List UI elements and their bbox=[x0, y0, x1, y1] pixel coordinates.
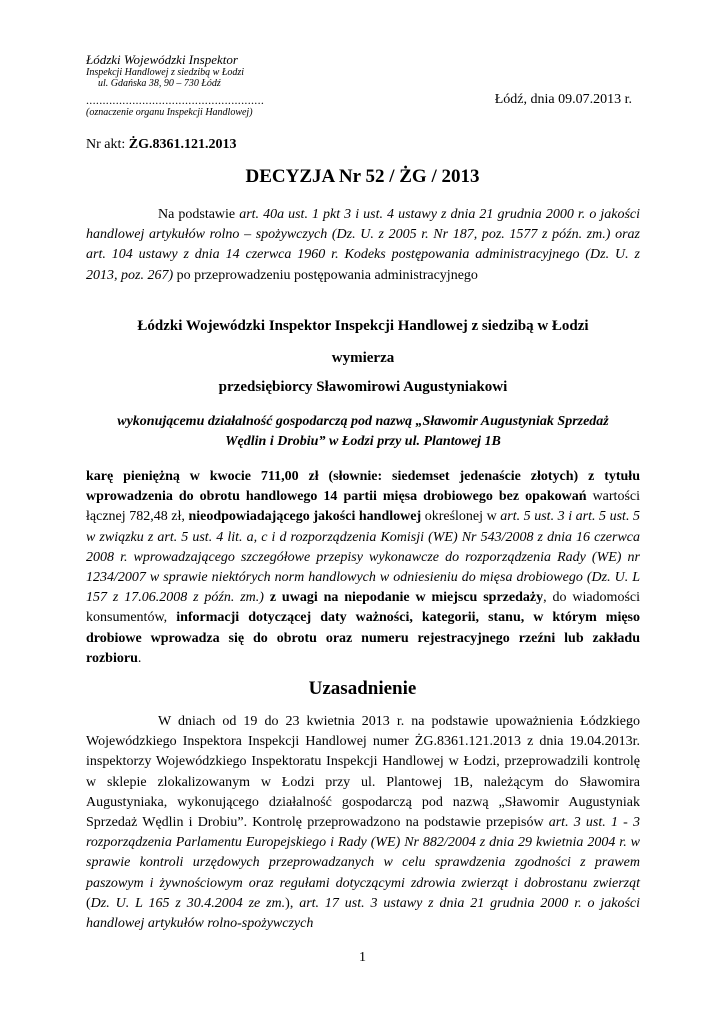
penalty-bold-3: z uwagi na niepodanie w miejscu sprzedaży bbox=[263, 590, 544, 606]
justification-paragraph bbox=[86, 712, 640, 934]
penalty-citation: art. 5 ust. 3 i art. 5 ust. 5 w związku z art. 5 ust. 4 lit. a, c i d rozporządzenia Komisji (WE) Nr 543/2008 z dnia 16 czerwca 2008 r. wprowadzającego szczegółowe przepisy wykonawcze do rozporządzenia Rady (WE) nr 1234/2007 w sprawie niektórych norm handlowych w odniesieniu do mięsa drobiowego (Dz. U. L 157 z 17.06.2008 z późn. zm.) bbox=[86, 509, 640, 606]
penalty-text-3: , do wiadomości konsumentów, bbox=[86, 590, 641, 626]
business-description bbox=[86, 412, 640, 452]
action-heading: wymierza bbox=[331, 350, 395, 366]
page-number: 1 bbox=[359, 950, 366, 965]
penalty-bold-4: informacji dotyczącej daty ważności, kategorii, stanu, w którym mięso drobiowe wprowadza się do obrotu oraz numeru rejestracyjnego rzeźni lub zakładu rozbioru bbox=[86, 610, 640, 666]
place-date: Łódź, dnia 09.07.2013 r. bbox=[494, 92, 632, 107]
business-line-2: Wędlin i Drobiu” w Łodzi przy ul. Plantowej 1B bbox=[225, 434, 501, 449]
justification-heading: Uzasadnienie bbox=[308, 678, 417, 699]
justification-text-3: ), bbox=[285, 895, 300, 911]
justification-text-1: W dniach od 19 do 23 kwietnia 2013 r. na podstawie upoważnienia Łódzkiego Wojewódzkiego Inspektora Inspekcji Handlowej numer ŻG.8361.121.2013 z dnia 19.04.2013r. inspektorzy Wojewódzkiego Inspektoratu Inspekcji Handlowej w Łodzi, przeprowadzili kontrolę w sklepie zlokalizowanym w Łodzi przy ul. Plantowej 1B, należącym do Sławomira Augustyniaka, wykonującego działalność gospodarczą pod nazwą „Sławomir Augustyniak Sprzedaż Wędlin i Drobiu”. Kontrolę przeprowadzono na podstawie przepisów bbox=[86, 714, 640, 831]
penalty-paragraph bbox=[86, 467, 640, 669]
penalty-text-2: określonej w bbox=[421, 509, 501, 525]
penalty-text-1: wartości łącznej 782,48 zł, bbox=[86, 489, 640, 525]
basis-intro: Na podstawie bbox=[158, 207, 240, 222]
issuer-block bbox=[86, 52, 264, 118]
issuer-address: ul. Gdańska 38, 90 – 730 Łódź bbox=[98, 78, 221, 89]
issuer-note: (oznaczenie organu Inspekcji Handlowej) bbox=[86, 107, 253, 118]
legal-basis-paragraph bbox=[86, 205, 640, 286]
case-number-value: ŻG.8361.121.2013 bbox=[128, 137, 237, 152]
justification-citation-3: art. 17 ust. 3 ustawy z dnia 21 grudnia 2000 r. o jakości handlowej artykułów rolno-spożywczych bbox=[86, 895, 641, 932]
authority-heading: Łódzki Wojewódzki Inspektor Inspekcji Handlowej z siedzibą w Łodzi bbox=[137, 318, 589, 334]
decision-title: DECYZJA Nr 52 / ŻG / 2013 bbox=[245, 166, 480, 187]
penalty-amount: karę pieniężną w kwocie 711,00 zł (słownie: siedemset jedenaście złotych) z tytułu wprowadzenia do obrotu handlowego 14 partii mięsa drobiowego bez opakowań bbox=[86, 469, 640, 505]
penalty-bold-2: nieodpowiadającego jakości handlowej bbox=[188, 509, 422, 525]
issuer-dotted-line: ...................................................... bbox=[86, 93, 265, 107]
issuer-seat: Inspekcji Handlowej z siedzibą w Łodzi bbox=[86, 67, 245, 78]
recipient-heading: przedsiębiorcy Sławomirowi Augustyniakowi bbox=[218, 379, 508, 395]
basis-citation: art. 40a ust. 1 pkt 3 i ust. 4 ustawy z dnia 21 grudnia 2000 r. o jakości handlowej artykułów rolno – spożywczych (Dz. U. z 2005 r. Nr 187, poz. 1577 z późn. zm.) oraz art. 104 ustawy z dnia 14 czerwca 1960 r. Kodeks postępowania administracyjnego (Dz. U. z 2013, poz. 267) bbox=[86, 207, 641, 283]
penalty-text-4: . bbox=[137, 650, 142, 666]
basis-end: po przeprowadzeniu postępowania administracyjnego bbox=[173, 267, 478, 283]
issuer-name: Łódzki Wojewódzki Inspektor bbox=[86, 52, 238, 67]
justification-text-2: ( bbox=[86, 895, 91, 911]
justification-citation-1: art. 3 ust. 1 - 3 rozporządzenia Parlamentu Europejskiego i Rady (WE) Nr 882/2004 z dnia 29 kwietnia 2004 r. w sprawie kontroli urzędowych przeprowadzanych w celu sprawdzenia zgodności z prawem paszowym i żywnościowym oraz regułami dotyczącymi zdrowia zwierząt i dobrostanu zwierząt bbox=[86, 815, 640, 891]
business-line-1: wykonującemu działalność gospodarczą pod nazwą „Sławomir Augustyniak Sprzedaż bbox=[117, 414, 609, 429]
case-number-label: Nr akt: bbox=[86, 137, 126, 152]
case-number bbox=[86, 137, 237, 153]
justification-citation-2: Dz. U. L 165 z 30.4.2004 ze zm. bbox=[90, 895, 286, 911]
